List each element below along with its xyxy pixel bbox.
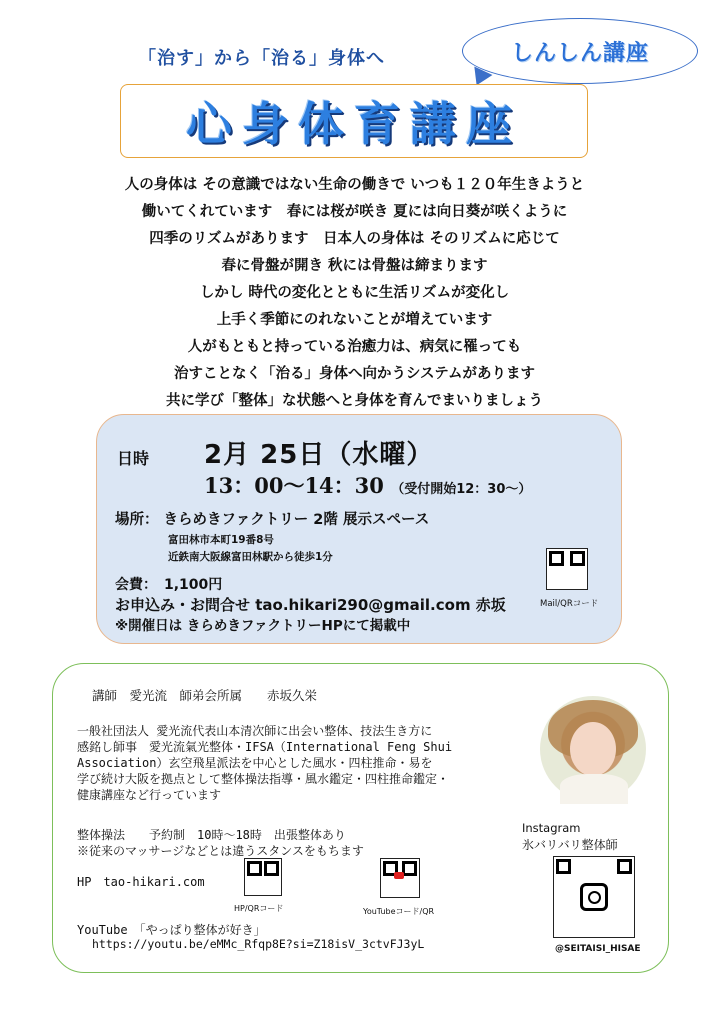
date-label: 日時 xyxy=(117,449,150,468)
youtube-qr-caption: YouTubeコード/QR xyxy=(363,907,435,916)
mail-qr-code[interactable] xyxy=(546,548,588,590)
intro-line: 働いてくれています 春には桜が咲き 夏には向日葵が咲くように xyxy=(141,204,568,220)
instagram-icon xyxy=(580,883,608,911)
title-box xyxy=(120,84,588,158)
mail-qr-caption: Mail/QRコード xyxy=(540,599,599,609)
access-line: 近鉄南大阪線富田林駅から徒歩1分 xyxy=(168,551,333,563)
intro-line: 春に骨盤が開き 秋には骨盤は締まります xyxy=(221,258,488,274)
youtube-channel: YouTube 「やっぱり整体が好き」 xyxy=(77,923,266,937)
intro-line: しかし 時代の変化とともに生活リズムが変化し xyxy=(199,285,510,301)
homepage-link[interactable]: HP tao-hikari.com xyxy=(77,875,205,889)
youtube-icon xyxy=(394,872,404,879)
service-hours: 整体操法 予約制 10時〜18時 出張整体あり xyxy=(77,828,346,842)
bio-line: 学び続け大阪を拠点として整体操法指導・風水鑑定・四柱推命鑑定・ xyxy=(77,772,450,786)
address-line: 富田林市本町19番8号 xyxy=(168,534,274,546)
event-time xyxy=(204,470,531,500)
bio-line: 感銘し師事 愛光流氣光整体・IFSA（International Feng Shui xyxy=(77,740,453,754)
event-time-range: 13：00〜14：30 xyxy=(204,473,384,498)
intro-line: 人の身体は その意識ではない生命の働きで いつも１２０年生きようと xyxy=(124,177,585,193)
intro-line: 治すことなく「治る」身体へ向かうシステムがあります xyxy=(173,366,536,382)
contact-line[interactable]: お申込み・お問合せ tao.hikari290@gmail.com 赤坂 xyxy=(115,596,506,614)
event-date: 2月 25日（水曜） xyxy=(204,440,434,470)
intro-line: 四季のリズムがあります 日本人の身体は そのリズムに応じて xyxy=(149,231,560,247)
photo-body xyxy=(560,774,628,804)
page-title: 心身体育講座 xyxy=(186,97,522,151)
intro-line: 人がもともと持っている治癒力は、病気に罹っても xyxy=(187,339,522,355)
speech-bubble xyxy=(462,18,698,84)
instagram-label: Instagram xyxy=(522,821,581,835)
hp-qr-code[interactable] xyxy=(244,858,282,896)
instagram-name: 氷バリバリ整体師 xyxy=(522,838,618,852)
intro-line: 上手く季節にのれないことが増えています xyxy=(216,312,493,328)
tagline: 「治す」から「治る」身体へ xyxy=(138,48,385,69)
bio-line: Association）玄空飛星派法を中心とした風水・四柱推命・易を xyxy=(77,756,433,770)
intro-text xyxy=(40,172,669,415)
service-note: ※従来のマッサージなどとは違うスタンスをもちます xyxy=(77,844,364,858)
event-place: 場所： きらめきファクトリー 2階 展示スペース xyxy=(115,512,430,528)
photo-face xyxy=(570,722,616,776)
event-fee: 会費： 1,100円 xyxy=(115,577,223,593)
event-note: ※開催日は きらめきファクトリーHPにて掲載中 xyxy=(115,618,411,634)
reception-time: （受付開始12：30〜） xyxy=(391,482,532,497)
youtube-link[interactable]: https://youtu.be/eMMc_Rfqp8E?si=Z18isV_3ctvFJ3yL xyxy=(92,937,425,951)
instructor-bio xyxy=(77,723,537,803)
instructor-name: 講師 愛光流 師弟会所属 赤坂久栄 xyxy=(92,688,318,703)
bubble-text: しんしん講座 xyxy=(510,40,649,66)
bio-line: 健康講座など行っています xyxy=(77,788,222,802)
bio-line: 一般社団法人 愛光流代表山本清次師に出会い整体、技法生き方に xyxy=(77,724,433,738)
intro-line: 共に学び「整体」な状態へと身体を育んでまいりましょう xyxy=(166,393,543,409)
instagram-handle[interactable]: @SEITAISI_HISAE xyxy=(555,944,641,954)
event-address xyxy=(168,532,333,566)
hp-qr-caption: HP/QRコード xyxy=(234,904,284,913)
